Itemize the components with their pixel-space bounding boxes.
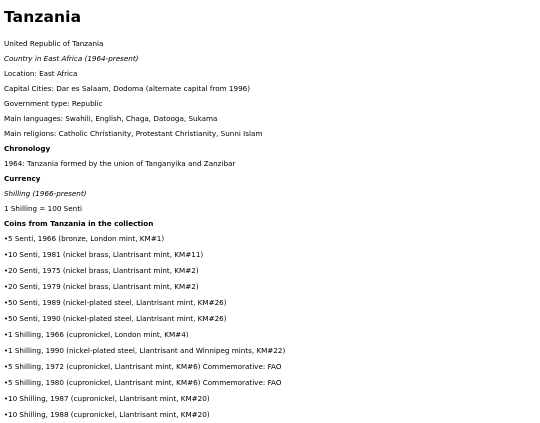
coin-list-item [4,327,536,343]
coin-list-item [4,359,536,375]
bullet-icon: • [4,379,9,387]
coin-list-item [4,311,536,327]
currency-name: Shilling (1966-present) [4,189,87,198]
capitals-line: Capital Cities: Dar es Salaam, Dodoma (alternate capital from 1996) [4,84,251,93]
chronology-entry: 1964: Tanzania formed by the union of Tanganyika and Zanzibar [4,159,236,168]
coin-text: 5 Shilling, 1972 (cupronickel, Llantrisant mint, KM#6) Commemorative: FAO [8,362,282,371]
coin-text: 1 Shilling, 1990 (nickel-plated steel, Llantrisant and Winnipeg mints, KM#22) [8,346,286,355]
country-page [4,7,536,423]
coin-text: 10 Shilling, 1987 (cupronickel, Llantrisant mint, KM#20) [8,394,210,403]
currency-subdivision: 1 Shilling = 100 Senti [4,204,83,213]
government-line: Government type: Republic [4,99,103,108]
coin-list-item [4,407,536,423]
coin-text: 5 Senti, 1966 (bronze, London mint, KM#1) [8,234,165,243]
coin-text: 20 Senti, 1979 (nickel brass, Llantrisant mint, KM#2) [8,282,199,291]
coin-list-item [4,295,536,311]
coin-text: 1 Shilling, 1966 (cupronickel, London mint, KM#4) [8,330,189,339]
coin-list-item [4,343,536,359]
coin-text: 10 Senti, 1981 (nickel brass, Llantrisant mint, KM#11) [8,250,204,259]
bullet-icon: • [4,315,9,323]
coin-list-item [4,375,536,391]
religions-line: Main religions: Catholic Christianity, Protestant Christianity, Sunni Islam [4,129,263,138]
official-name: United Republic of Tanzania [4,39,104,48]
bullet-icon: • [4,283,9,291]
bullet-icon: • [4,347,9,355]
bullet-icon: • [4,331,9,339]
coin-list-item [4,279,536,295]
coin-text: 50 Senti, 1990 (nickel-plated steel, Llantrisant mint, KM#26) [8,314,227,323]
chronology-heading: Chronology [4,144,51,153]
coin-list-item [4,263,536,279]
bullet-icon: • [4,235,9,243]
bullet-icon: • [4,395,9,403]
coin-list-item [4,247,536,263]
coin-text: 10 Shilling, 1988 (cupronickel, Llantrisant mint, KM#20) [8,410,210,419]
bullet-icon: • [4,267,9,275]
coin-list [4,231,536,423]
bullet-icon: • [4,299,9,307]
country-subtitle: Country in East Africa (1964-present) [4,54,139,63]
bullet-icon: • [4,251,9,259]
bullet-icon: • [4,411,9,419]
coin-text: 50 Senti, 1989 (nickel-plated steel, Llantrisant mint, KM#26) [8,298,227,307]
coins-heading: Coins from Tanzania in the collection [4,219,154,228]
coin-list-item [4,231,536,247]
languages-line: Main languages: Swahili, English, Chaga, Datooga, Sukama [4,114,218,123]
bullet-icon: • [4,363,9,371]
page-title: Tanzania [4,8,82,26]
coin-text: 5 Shilling, 1980 (cupronickel, Llantrisant mint, KM#6) Commemorative: FAO [8,378,282,387]
currency-heading: Currency [4,174,41,183]
coin-text: 20 Senti, 1975 (nickel brass, Llantrisant mint, KM#2) [8,266,199,275]
location-line: Location: East Africa [4,69,78,78]
